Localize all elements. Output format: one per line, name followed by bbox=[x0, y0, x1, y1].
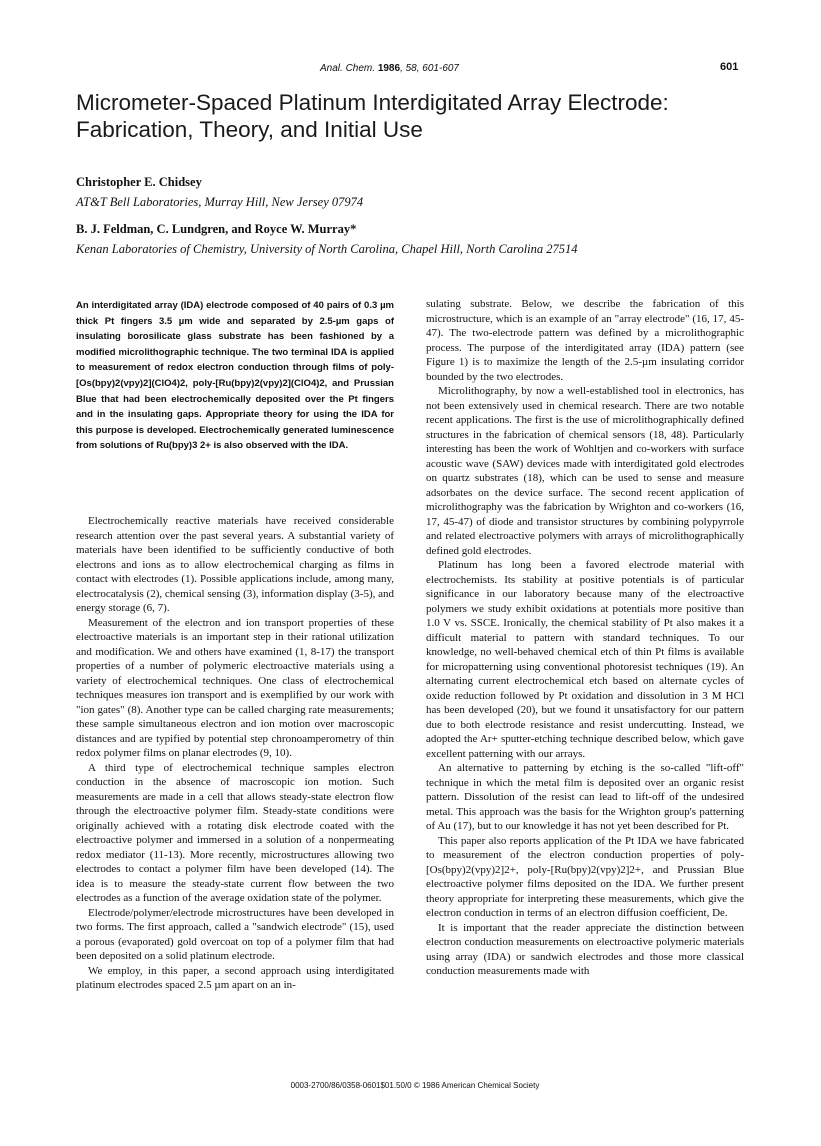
author-1: Christopher E. Chidsey bbox=[76, 175, 202, 189]
journal-volume-pages: , 58, 601-607 bbox=[400, 63, 459, 74]
paragraph: This paper also reports application of the Pt IDA we have fabricated to measurement of the electron conduction properties of poly-[Os(bpy)2(vpy)2]2+, poly-[Ru(bpy)2(vpy)2]2+, and Prussian Blue electroactive polymer films deposited on the IDA. We further present theory appropriate for interpreting these measurements, which give the electron conduction in terms of an electron diffusion coefficient, De. bbox=[426, 834, 744, 919]
affiliation-1: AT&T Bell Laboratories, Murray Hill, New Jersey 07974 bbox=[76, 195, 364, 209]
article-title bbox=[76, 89, 756, 143]
left-column bbox=[76, 514, 394, 993]
paragraph: It is important that the reader appreciate the distinction between electron conduction measurements on electroactive polymeric materials using array (IDA) or sandwich electrodes and those more classical conduction measurements made with bbox=[426, 921, 744, 977]
affiliation-2: Kenan Laboratories of Chemistry, University of North Carolina, Chapel Hill, North Carolina 27514 bbox=[76, 242, 578, 256]
paragraph: Electrochemically reactive materials have received considerable research attention over the past several years. A substantial variety of materials have been identified to be sufficiently conductive of both electrons and ions as to allow electrochemical charging as films in contact with electrodes (1). Possible applications include, among many, electrocatalysis (2), chemical sensing (3), information display (3-5), and energy storage (6, 7). bbox=[76, 515, 394, 614]
paragraph: An alternative to patterning by etching is the so-called "lift-off" technique in which the metal film is deposited over an organic resist pattern. Dissolution of the resist can lead to lift-off of the undesired metal. This approach was the basis for the Wrighton group's patterning of Au (17), but to our knowledge it has not yet been described for Pt. bbox=[426, 762, 744, 832]
paragraph: Measurement of the electron and ion transport properties of these electroactive materials is an important step in their rational utilization and modification. We and others have examined (1, 8-17) the transport properties of a number of polymeric electroactive materials using a variety of electrochemical techniques. One class of electrochemical techniques measures ion transport and is exemplified by our work with "ion gates" (8). Another type can be called charging rate measurements; these sample simultaneous electron and ion motion over macroscopic distances and are typified by potential step chronoamperometry of thin redox polymer films on planar electrodes (9, 10). bbox=[76, 616, 394, 759]
paragraph: Platinum has long been a favored electrode material with electrochemists. Its stability at positive potentials is of particular significance in our laboratory because many of the electroactive polymers we study exhibit oxidations at potentials more positive than 1.0 V vs. SSCE. Ironically, the chemical stability of Pt also makes it a difficult material to pattern with standard techniques. To our knowledge, no well-behaved chemical etch of thin Pt films is available for micropatterning using conventional photoresist techniques (19). An alternating current electrochemical etch based on alternate cycles of oxide reduction followed by Pt oxidation and dissolution in 3 M HCl has been developed (20), but we found it unsatisfactory for our pattern due to both electrode resistance and resist undercutting. Instead, we adopted the Ar+ sputter-etching technique described below, which gave excellent patterning with our arrays. bbox=[426, 559, 744, 760]
paragraph: sulating substrate. Below, we describe the fabrication of this microstructure, which is an example of an "array electrode" (16, 17, 45-47). The two-electrode pattern was defined by a microlithographic process. The purpose of the interdigitated array (IDA) pattern (see Figure 1) is to maximize the length of the 2.5-µm insulating corridor bounded by the two electrodes. bbox=[426, 298, 744, 383]
paragraph: Electrode/polymer/electrode microstructures have been developed in two forms. The first approach, called a "sandwich electrode" (15), used a porous (evaporated) gold overcoat on top of a polymer film that had been deposited on a solid platinum electrode. bbox=[76, 906, 394, 962]
journal-name: Anal. Chem. bbox=[320, 63, 376, 74]
author-2: B. J. Feldman, C. Lundgren, and Royce W. Murray* bbox=[76, 222, 357, 236]
copyright-footer: 0003-2700/86/0358-0601$01.50/0 © 1986 American Chemical Society bbox=[290, 1081, 540, 1090]
paragraph: A third type of electrochemical technique samples electron conduction in the absence of macroscopic ion motion. Such measurements are made in a cell that allows steady-state electron flow through the electroactive polymer film. Steady-state conditions were originally achieved with a rotating disk electrode coated with the electroactive polymer and immersed in a solution of a nonpermeating redox mediator (11-13). More recently, microstructures allowing two electrodes to contact a polymer film have been developed (14). The idea is to measure the steady-state current flow between the two electrodes as a function of the average oxidation state of the polymer. bbox=[76, 761, 394, 904]
abstract: An interdigitated array (IDA) electrode composed of 40 pairs of 0.3 µm thick Pt fingers 3.5 µm wide and separated by 2.5-µm gaps of insulating borosilicate glass substrate has been fashioned by a modified microlithographic technique. The two terminal IDA is applied to measurement of redox electron conduction through films of poly-[Os(bpy)2(vpy)2](ClO4)2, poly-[Ru(bpy)2(vpy)2](ClO4)2, and Prussian Blue that had been electrochemically deposited over the Pt fingers and in the insulating gaps. Appropriate theory for using the IDA for this purpose is developed. Electrochemically generated luminescence from solutions of Ru(bpy)3 2+ is also observed with the IDA. bbox=[76, 300, 394, 452]
journal-year: 1986 bbox=[377, 63, 401, 74]
right-column bbox=[426, 297, 744, 979]
paragraph: We employ, in this paper, a second approach using interdigitated platinum electrodes spaced 2.5 µm apart on an in- bbox=[76, 964, 394, 991]
journal-citation bbox=[320, 63, 620, 74]
page-number: 601 bbox=[720, 61, 739, 73]
title-line-2: Fabrication, Theory, and Initial Use bbox=[76, 117, 423, 142]
paragraph: Microlithography, by now a well-established tool in electronics, has not been extensively used in chemical research. There are two notable recent applications. The first is the use of microlithographically defined structures in the fabrication of chemical sensors (18, 48). Particularly interesting has been the work of Wohltjen and co-workers with surface acoustic wave (SAW) devices made with interdigitated gold electrodes on quartz substrates (18), which can be used to sense and measure adsorbates on the device surface. The second recent application of microlithography was the fabrication by Wrighton and co-workers (16, 17, 45-47) of diode and transistor structures by combining polypyrrole and related electroactive polymers with arrays of microlithographically defined gold electrodes. bbox=[426, 385, 744, 557]
title-line-1: Micrometer-Spaced Platinum Interdigitated Array Electrode: bbox=[76, 90, 669, 115]
